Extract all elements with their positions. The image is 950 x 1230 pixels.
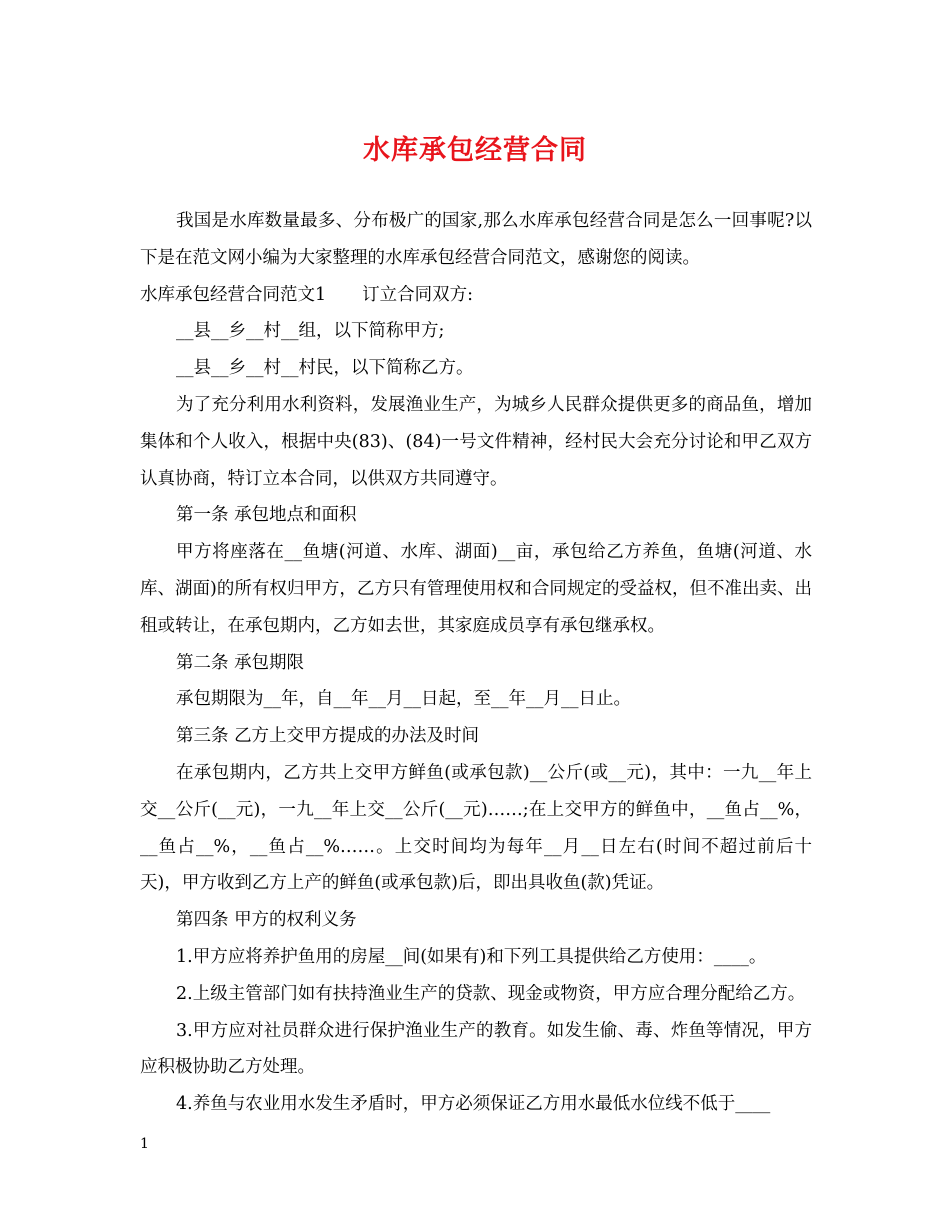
article2-text: 承包期限为__年，自__年__月__日起，至__年__月__日止。 — [176, 689, 631, 710]
document-title: 水库承包经营合同 — [363, 135, 587, 166]
article4-item-1: 1.甲方应将养护鱼用的房屋__间(如果有)和下列工具提供给乙方使用：____。 — [176, 946, 767, 967]
party-a-line: __县__乡__村__组，以下简称甲方; — [176, 321, 445, 342]
parties-label: 订立合同双方: — [362, 284, 474, 305]
intro-paragraph: 我国是水库数量最多、分布极广的国家,那么水库承包经营合同是怎么一回事呢?以下是在范文网小编为大家整理的水库承包经营合同范文，感谢您的阅读。 — [140, 211, 812, 268]
purpose-paragraph: 为了充分利用水利资料，发展渔业生产，为城乡人民群众提供更多的商品鱼，增加集体和个人收入，根据中央(83)、(84)一号文件精神，经村民大会充分讨论和甲乙双方认真协商，特订立本合同，以供双方共同遵守。 — [140, 394, 812, 489]
page-number: 1 — [140, 1136, 149, 1152]
article4-title: 第四条 甲方的权利义务 — [176, 910, 357, 931]
article4-item-4: 4.养鱼与农业用水发生矛盾时，甲方必须保证乙方用水最低水位线不低于____ — [176, 1094, 771, 1115]
article3-text: 在承包期内，乙方共上交甲方鲜鱼(或承包款)__公斤(或__元)，其中：一九__年上交__公斤(__元)，一九__年上交__公斤(__元)……;在上交甲方的鲜鱼中，__鱼占__%，__鱼占__%，__鱼占__%……。上交时间均为每年__月__日左右(时间不超过前后十天)，甲方收到乙方上产的鲜鱼(或承包款)后，即出具收鱼(款)凭证。 — [140, 762, 812, 894]
article4-item-3: 3.甲方应对社员群众进行保护渔业生产的教育。如发生偷、毒、炸鱼等情况，甲方应积极协助乙方处理。 — [140, 1020, 812, 1078]
article1-title: 第一条 承包地点和面积 — [176, 505, 357, 526]
article4-item-2: 2.上级主管部门如有扶持渔业生产的贷款、现金或物资，甲方应合理分配给乙方。 — [176, 983, 806, 1004]
party-b-line: __县__乡__村__村民，以下简称乙方。 — [176, 358, 474, 379]
article1-text: 甲方将座落在__鱼塘(河道、水库、湖面)__亩，承包给乙方养鱼，鱼塘(河道、水库、湖面)的所有权归甲方，乙方只有管理使用权和合同规定的受益权，但不准出卖、出租或转让，在承包期内，乙方如去世，其家庭成员享有承包继承权。 — [140, 542, 812, 636]
article3-title: 第三条 乙方上交甲方提成的办法及时间 — [176, 726, 480, 747]
document-body — [140, 203, 812, 1123]
article2-title: 第二条 承包期限 — [176, 652, 305, 673]
sample-heading-line — [140, 277, 812, 314]
sample-heading: 水库承包经营合同范文1 — [140, 284, 327, 305]
